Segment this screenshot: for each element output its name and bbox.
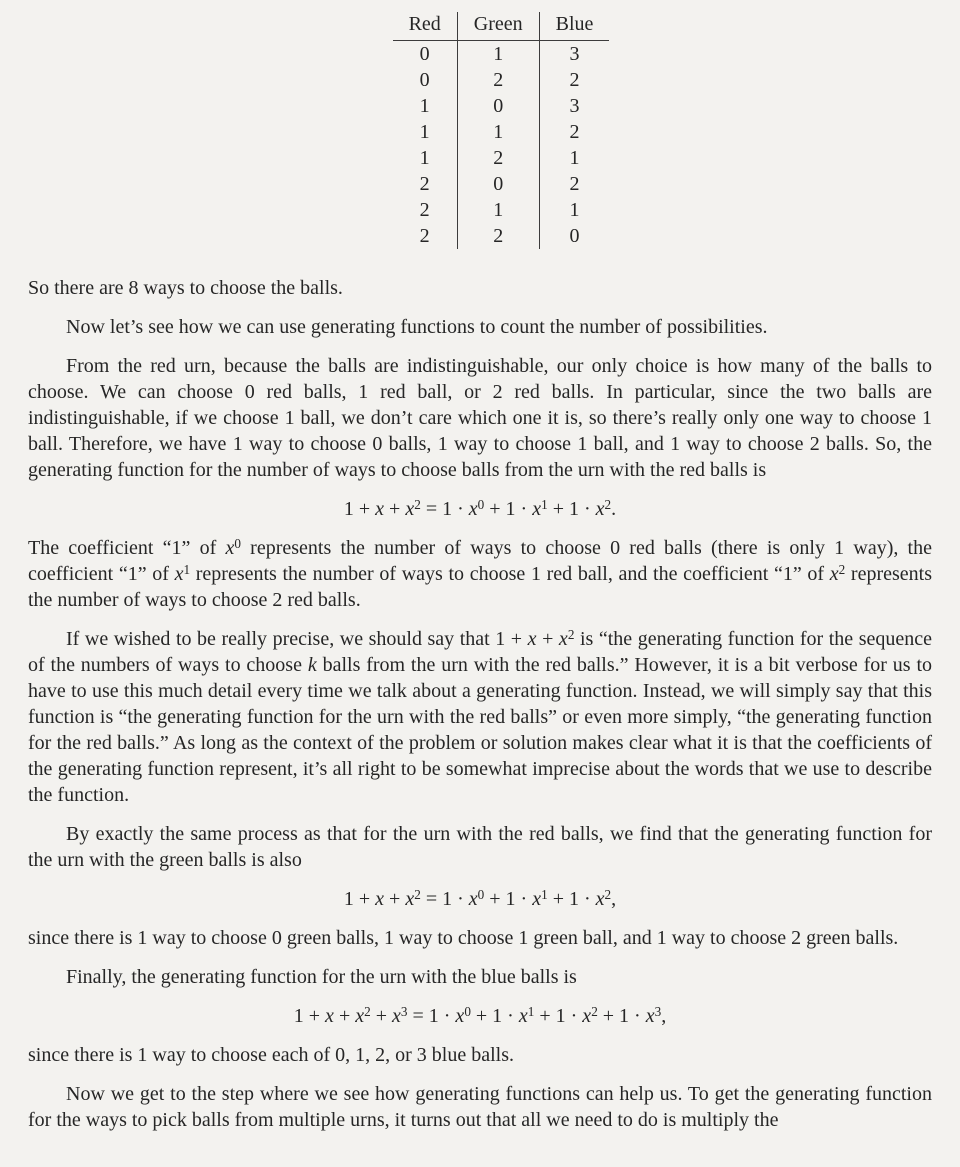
table-row xyxy=(393,41,610,68)
red-generating-function-formula: $1 + x + x^2 = 1 \cdot x^0 + 1 \cdot x^1 + 1 \cdot x^2$. xyxy=(343,497,617,520)
cell-green: 2 xyxy=(457,145,539,171)
green-generating-function-formula: $1 + x + x^2 = 1 \cdot x^0 + 1 \cdot x^1 + 1 \cdot x^2$, xyxy=(343,887,617,910)
green-intro-paragraph: By exactly the same process as that for the urn with the red balls, we find that the generating function for the urn with the green balls is also xyxy=(28,823,932,871)
summary-line: So there are 8 ways to choose the balls. xyxy=(28,277,343,299)
coefficient-paragraph: The coefficient “1” of $x^0$ represents the number of ways to choose 0 red balls (there is only 1 way), the coefficient “1” of $x^1$ represents the number of ways to choose 1 red ball, and the coefficient “1” of $x^2$ represents the number of ways to choose 2 red balls. xyxy=(28,536,933,611)
intro-line: Now let’s see how we can use generating functions to count the number of possibilities. xyxy=(66,316,768,338)
table-header-row xyxy=(393,12,610,41)
ways-table xyxy=(393,12,610,249)
cell-green: 1 xyxy=(457,41,539,68)
column-header-red: Red xyxy=(393,12,458,41)
cell-blue: 2 xyxy=(539,171,609,197)
column-header-green: Green xyxy=(457,12,539,41)
table-row xyxy=(393,171,610,197)
cell-blue: 3 xyxy=(539,41,609,68)
cell-blue: 0 xyxy=(539,223,609,249)
table-row xyxy=(393,197,610,223)
cell-red: 2 xyxy=(419,172,430,195)
table-row xyxy=(393,145,610,171)
blue-intro-line: Finally, the generating function for the urn with the blue balls is xyxy=(66,966,577,988)
cell-blue: 2 xyxy=(539,119,609,145)
cell-red: 2 xyxy=(419,224,430,247)
green-since-paragraph: since there is 1 way to choose 0 green balls, 1 way to choose 1 green ball, and 1 way to choose 2 green balls. xyxy=(28,927,899,949)
table-row xyxy=(393,67,610,93)
precise-paragraph: If we wished to be really precise, we should say that $1 + x + x^2$ is “the generating function for the sequence of the numbers of ways to choose k balls from the urn with the red balls.” However, it is a bit verbose for us to have to use this much detail every time we talk about a generating function. Instead, we will simply say that this function is “the generating function for the urn with the red balls” or even more simply, “the generating function for the red balls.” As long as the context of the problem or solution makes clear what it is that the coefficients of the generating function represent, it’s all right to be somewhat imprecise about the words that we use to describe the function. xyxy=(28,627,933,806)
table-row xyxy=(393,223,610,249)
cell-red: 2 xyxy=(419,198,430,221)
cell-red: 0 xyxy=(419,68,430,91)
multiply-paragraph: Now we get to the step where we see how generating functions can help us. To get the generating function for the ways to pick balls from multiple urns, it turns out that all we need to do is multiply the xyxy=(28,1083,932,1131)
cell-green: 1 xyxy=(457,197,539,223)
cell-blue: 1 xyxy=(539,145,609,171)
red-urn-paragraph: From the red urn, because the balls are indistinguishable, our only choice is how many of the balls to choose. We can choose 0 red balls, 1 red ball, or 2 red balls. In particular, since the two balls are indistinguishable, if we choose 1 ball, we don’t care which one it is, so there’s really only one way to choose 1 ball. Therefore, we have 1 way to choose 0 balls, 1 way to choose 1 ball, and 1 way to choose 2 balls. So, the generating function for the number of ways to choose balls from the urn with the red balls is xyxy=(28,355,932,481)
cell-red: 1 xyxy=(419,120,430,143)
cell-green: 0 xyxy=(457,171,539,197)
cell-green: 1 xyxy=(457,119,539,145)
cell-blue: 1 xyxy=(539,197,609,223)
cell-blue: 2 xyxy=(539,67,609,93)
table-row xyxy=(393,93,610,119)
blue-since-line: since there is 1 way to choose each of 0, 1, 2, or 3 blue balls. xyxy=(28,1044,514,1066)
ways-table-container xyxy=(28,12,932,249)
cell-green: 2 xyxy=(457,67,539,93)
cell-red: 1 xyxy=(419,146,430,169)
cell-red: 0 xyxy=(419,42,430,65)
blue-generating-function-formula: $1 + x + x^2 + x^3 = 1 \cdot x^0 + 1 \cdot x^1 + 1 \cdot x^2 + 1 \cdot x^3$, xyxy=(293,1004,667,1027)
cell-green: 2 xyxy=(457,223,539,249)
cell-green: 0 xyxy=(457,93,539,119)
column-header-blue: Blue xyxy=(539,12,609,41)
body-text xyxy=(28,275,932,1133)
cell-red: 1 xyxy=(419,94,430,117)
cell-blue: 3 xyxy=(539,93,609,119)
table-row xyxy=(393,119,610,145)
